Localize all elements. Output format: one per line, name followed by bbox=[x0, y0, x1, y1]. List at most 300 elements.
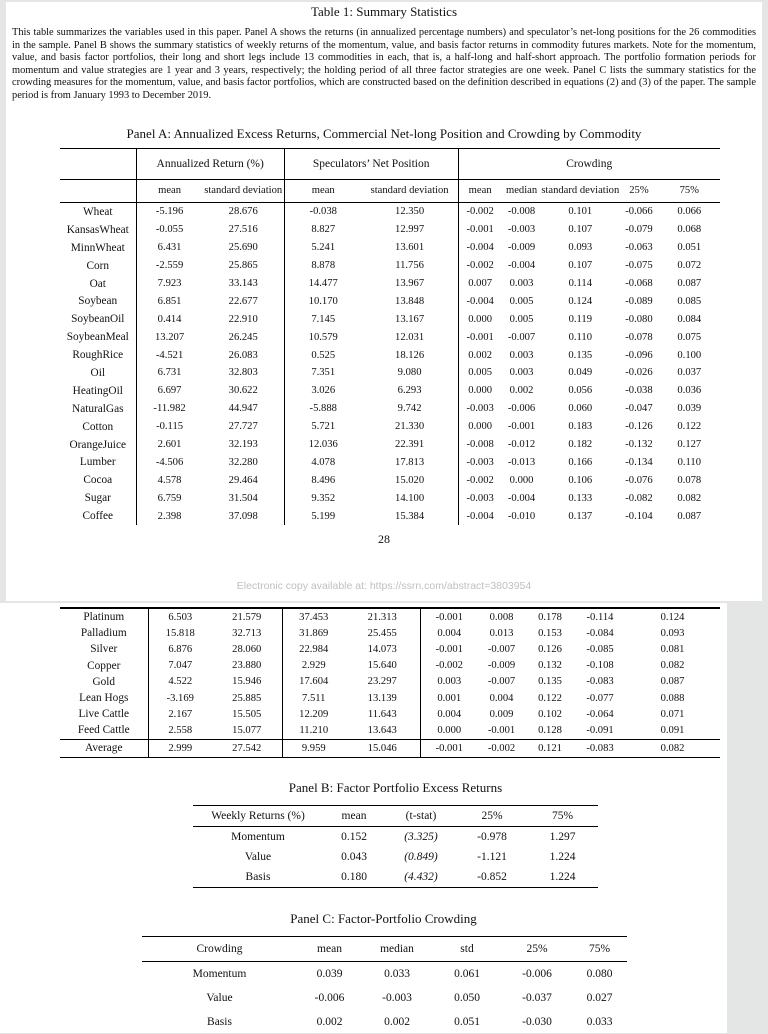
cell: 0.132 bbox=[538, 660, 562, 672]
cell: 14.100 bbox=[395, 492, 425, 504]
panel-a-title: Panel A: Annualized Excess Returns, Commercial Net-long Position and Crowding by Commodity bbox=[126, 126, 642, 141]
cell: 0.000 bbox=[458, 382, 502, 400]
row-label: OrangeJuice bbox=[69, 438, 126, 451]
table-row bbox=[60, 507, 720, 525]
row-label: Value bbox=[244, 851, 272, 863]
cell: 0.182 bbox=[568, 439, 593, 451]
cell: -0.055 bbox=[136, 221, 203, 239]
cell: 0.124 bbox=[568, 295, 593, 307]
cell: -0.012 bbox=[507, 439, 536, 451]
cell: -0.008 bbox=[507, 206, 536, 218]
cell: 7.047 bbox=[148, 658, 212, 674]
cell: 0.071 bbox=[660, 708, 685, 720]
cell: 2.398 bbox=[136, 507, 203, 525]
row-label: SoybeanOil bbox=[71, 313, 125, 326]
cell: 0.039 bbox=[677, 403, 702, 415]
cell: -0.003 bbox=[458, 453, 502, 471]
cell: 12.031 bbox=[395, 331, 425, 343]
cell: -0.115 bbox=[136, 418, 203, 436]
panel-c-title: Panel C: Factor-Portfolio Crowding bbox=[290, 911, 477, 926]
cell: -0.002 bbox=[487, 742, 516, 754]
cell: 30.622 bbox=[228, 385, 258, 397]
cell: 0.081 bbox=[660, 643, 685, 655]
cell: 0.037 bbox=[677, 367, 702, 379]
cell: -0.089 bbox=[625, 295, 653, 307]
cell: 0.180 bbox=[341, 871, 367, 883]
cell: 0.003 bbox=[509, 349, 534, 361]
table-row bbox=[60, 453, 720, 471]
cell: -0.064 bbox=[586, 708, 614, 720]
cell: 13.207 bbox=[136, 328, 203, 346]
table-row bbox=[193, 867, 598, 888]
cell: 0.043 bbox=[341, 851, 367, 863]
cell: 15.046 bbox=[367, 742, 397, 754]
row-label: Palladium bbox=[80, 627, 127, 640]
cell: -0.085 bbox=[586, 643, 614, 655]
cell: -0.009 bbox=[487, 660, 516, 672]
cell: 0.101 bbox=[568, 206, 593, 218]
table-row bbox=[60, 471, 720, 489]
cell: -0.076 bbox=[625, 474, 653, 486]
table-row bbox=[60, 608, 720, 625]
cell: 6.851 bbox=[136, 292, 203, 310]
cell: 0.135 bbox=[568, 349, 593, 361]
cell: 5.241 bbox=[284, 239, 361, 257]
cell: 37.098 bbox=[228, 510, 258, 522]
cell: 23.880 bbox=[232, 660, 262, 672]
cell: 0.110 bbox=[568, 331, 593, 343]
cell: 0.005 bbox=[509, 295, 534, 307]
table-row bbox=[60, 221, 720, 239]
cell: 6.697 bbox=[136, 382, 203, 400]
cell: 0.033 bbox=[586, 1016, 613, 1028]
cell: 17.604 bbox=[282, 674, 345, 690]
cell: 32.803 bbox=[228, 367, 258, 379]
cell: 0.004 bbox=[420, 625, 478, 641]
cell: 37.453 bbox=[282, 608, 345, 625]
table-row bbox=[142, 986, 627, 1010]
cell: 32.193 bbox=[228, 439, 258, 451]
row-label: KansasWheat bbox=[66, 223, 129, 236]
row-label: Basis bbox=[207, 1016, 232, 1028]
row-label: Feed Cattle bbox=[77, 724, 130, 737]
cell: 15.505 bbox=[232, 708, 262, 720]
cell: 0.001 bbox=[420, 690, 478, 706]
row-label: HeatingOil bbox=[72, 384, 123, 397]
table-row bbox=[60, 328, 720, 346]
cell: 11.756 bbox=[395, 260, 424, 272]
cell: 25.865 bbox=[228, 260, 258, 272]
column-header: Crowding bbox=[196, 943, 243, 955]
cell: 0.135 bbox=[538, 676, 562, 688]
cell: 0.087 bbox=[660, 676, 685, 688]
cell: 0.126 bbox=[538, 643, 562, 655]
cell: 22.984 bbox=[282, 641, 345, 657]
cell: 6.876 bbox=[148, 641, 212, 657]
cell: -0.083 bbox=[586, 742, 614, 754]
cell: -0.006 bbox=[507, 403, 536, 415]
cell: 7.145 bbox=[284, 310, 361, 328]
cell: -0.083 bbox=[586, 676, 614, 688]
cell: 0.084 bbox=[677, 313, 702, 325]
cell: -2.559 bbox=[136, 257, 203, 275]
cell: -0.004 bbox=[507, 260, 536, 272]
column-header: standard deviation bbox=[541, 185, 620, 196]
cell: 13.167 bbox=[395, 313, 425, 325]
cell: -0.002 bbox=[458, 471, 502, 489]
cell: -0.134 bbox=[625, 456, 653, 468]
cell: -0.002 bbox=[458, 257, 502, 275]
cell: -0.001 bbox=[487, 724, 516, 736]
cell: 13.848 bbox=[395, 295, 425, 307]
cell: -0.001 bbox=[420, 739, 478, 757]
cell: 12.997 bbox=[395, 224, 425, 236]
cell: 0.153 bbox=[538, 627, 562, 639]
cell: 0.007 bbox=[458, 275, 502, 293]
cell: 27.516 bbox=[228, 224, 258, 236]
cell: 0.008 bbox=[489, 611, 514, 623]
column-header: 25% bbox=[629, 185, 649, 196]
cell: -5.888 bbox=[284, 400, 361, 418]
cell: 21.579 bbox=[232, 611, 262, 623]
cell: 0.133 bbox=[568, 492, 593, 504]
cell: -3.169 bbox=[148, 690, 212, 706]
cell: 4.078 bbox=[284, 453, 361, 471]
cell: 32.713 bbox=[232, 627, 262, 639]
row-label: Soybean bbox=[78, 295, 118, 308]
cell: 0.178 bbox=[538, 611, 562, 623]
cell: 0.122 bbox=[538, 692, 562, 704]
table-row bbox=[60, 674, 720, 690]
cell: 28.060 bbox=[232, 643, 262, 655]
average-row bbox=[60, 739, 720, 757]
cell: 21.330 bbox=[395, 421, 425, 433]
row-label: Live Cattle bbox=[78, 708, 129, 721]
cell: -0.007 bbox=[487, 676, 516, 688]
column-header: 75% bbox=[679, 185, 699, 196]
cell: 12.350 bbox=[395, 206, 425, 218]
cell: -0.003 bbox=[458, 400, 502, 418]
cell: 29.464 bbox=[228, 474, 258, 486]
table-row bbox=[142, 962, 627, 987]
cell: 22.677 bbox=[228, 295, 258, 307]
cell: 0.100 bbox=[677, 349, 702, 361]
cell: 3.026 bbox=[284, 382, 361, 400]
row-label: Value bbox=[206, 992, 233, 1004]
cell: 0.039 bbox=[316, 968, 343, 980]
cell: 0.009 bbox=[489, 708, 514, 720]
cell: 2.929 bbox=[282, 658, 345, 674]
page-2 bbox=[0, 603, 727, 1033]
cell: 0.124 bbox=[660, 611, 685, 623]
cell: 0.049 bbox=[568, 367, 593, 379]
cell: -0.002 bbox=[458, 203, 502, 221]
row-label: Momentum bbox=[231, 831, 285, 843]
cell: -0.066 bbox=[625, 206, 653, 218]
cell: 8.496 bbox=[284, 471, 361, 489]
group-header-annualized-return: Annualized Return (%) bbox=[136, 149, 284, 180]
cell: 31.869 bbox=[282, 625, 345, 641]
cell: 0.088 bbox=[660, 692, 685, 704]
cell: 17.813 bbox=[395, 456, 425, 468]
cell: 14.477 bbox=[284, 275, 361, 293]
cell: 0.000 bbox=[458, 418, 502, 436]
row-label: Wheat bbox=[83, 205, 113, 218]
cell: 2.601 bbox=[136, 436, 203, 454]
cell: -0.001 bbox=[507, 421, 536, 433]
cell: 12.036 bbox=[284, 436, 361, 454]
cell: 1.224 bbox=[549, 871, 576, 883]
cell: 10.170 bbox=[284, 292, 361, 310]
cell: 0.027 bbox=[586, 992, 613, 1004]
cell: 1.297 bbox=[549, 831, 576, 843]
cell: -0.096 bbox=[625, 349, 653, 361]
cell: 0.005 bbox=[509, 313, 534, 325]
cell: 0.078 bbox=[677, 474, 702, 486]
cell: -0.001 bbox=[420, 641, 478, 657]
row-label: Gold bbox=[92, 675, 116, 688]
table-row bbox=[60, 292, 720, 310]
cell: -0.004 bbox=[458, 292, 502, 310]
cell: 15.384 bbox=[395, 510, 425, 522]
cell: -0.063 bbox=[625, 242, 653, 254]
cell: 0.002 bbox=[316, 1016, 343, 1028]
column-header: median bbox=[505, 185, 538, 196]
cell: 10.579 bbox=[284, 328, 361, 346]
table-row bbox=[60, 625, 720, 641]
table-row bbox=[142, 1010, 627, 1034]
cell: 13.139 bbox=[367, 692, 397, 704]
cell: 0.003 bbox=[420, 674, 478, 690]
cell: 0.093 bbox=[660, 627, 685, 639]
cell: 0.137 bbox=[568, 510, 593, 522]
cell: 32.280 bbox=[228, 456, 258, 468]
cell: 25.690 bbox=[228, 242, 258, 254]
column-header: 25% bbox=[526, 943, 548, 955]
cell: 0.119 bbox=[568, 313, 593, 325]
cell: -0.001 bbox=[458, 328, 502, 346]
page-1 bbox=[6, 2, 762, 601]
cell: 8.878 bbox=[284, 257, 361, 275]
row-label: Basis bbox=[245, 871, 271, 883]
cell: -1.121 bbox=[477, 851, 507, 863]
cell: 6.503 bbox=[148, 608, 212, 625]
column-header: mean bbox=[458, 180, 502, 203]
column-header: median bbox=[380, 943, 414, 955]
cell: 0.036 bbox=[677, 385, 702, 397]
row-label: Cocoa bbox=[83, 474, 113, 487]
cell: 0.000 bbox=[509, 474, 534, 486]
cell: -0.003 bbox=[507, 224, 536, 236]
row-label: MinnWheat bbox=[70, 241, 125, 254]
cell: -0.978 bbox=[477, 831, 507, 843]
cell: 7.923 bbox=[136, 275, 203, 293]
cell: -0.004 bbox=[458, 507, 502, 525]
cell: 13.643 bbox=[367, 724, 397, 736]
cell: 0.066 bbox=[677, 206, 702, 218]
cell: 6.759 bbox=[136, 489, 203, 507]
cell: -0.003 bbox=[458, 489, 502, 507]
cell: -0.079 bbox=[625, 224, 653, 236]
row-label: Average bbox=[85, 742, 123, 754]
cell: -0.132 bbox=[625, 439, 653, 451]
column-header: standard deviation bbox=[204, 185, 283, 196]
cell: 0.082 bbox=[660, 742, 685, 754]
cell: 31.504 bbox=[228, 492, 258, 504]
cell: 0.122 bbox=[677, 421, 702, 433]
cell: 15.946 bbox=[232, 676, 262, 688]
cell: 0.004 bbox=[489, 692, 514, 704]
table-row bbox=[60, 641, 720, 657]
cell: 0.002 bbox=[384, 1016, 410, 1028]
cell: 0.002 bbox=[509, 385, 534, 397]
cell: -0.001 bbox=[420, 608, 478, 625]
table-row bbox=[60, 690, 720, 706]
table-row bbox=[60, 418, 720, 436]
cell: 0.051 bbox=[677, 242, 702, 254]
table-row bbox=[60, 310, 720, 328]
cell: 28.676 bbox=[228, 206, 258, 218]
cell: 13.601 bbox=[395, 242, 425, 254]
cell: 15.077 bbox=[232, 724, 262, 736]
cell: 9.742 bbox=[397, 403, 422, 415]
table-row bbox=[60, 400, 720, 418]
cell: (0.849) bbox=[404, 851, 438, 863]
cell: (4.432) bbox=[404, 871, 438, 883]
table-row bbox=[60, 257, 720, 275]
cell: 0.000 bbox=[420, 722, 478, 739]
cell: 6.293 bbox=[397, 385, 422, 397]
cell: 27.542 bbox=[232, 742, 262, 754]
cell: 0.107 bbox=[568, 224, 593, 236]
cell: 33.143 bbox=[228, 278, 258, 289]
row-label: Sugar bbox=[84, 492, 111, 505]
cell: 4.522 bbox=[148, 674, 212, 690]
cell: 0.152 bbox=[341, 831, 367, 843]
table-row bbox=[60, 722, 720, 739]
table-row bbox=[60, 436, 720, 454]
cell: -0.007 bbox=[487, 643, 516, 655]
row-label: Copper bbox=[87, 659, 121, 672]
cell: 0.107 bbox=[568, 260, 593, 272]
cell: 26.245 bbox=[228, 331, 258, 343]
cell: 22.910 bbox=[228, 313, 258, 325]
table-title: Table 1: Summary Statistics bbox=[310, 4, 458, 19]
cell: -0.114 bbox=[586, 611, 614, 623]
cell: -0.068 bbox=[625, 278, 653, 289]
cell: -5.196 bbox=[136, 203, 203, 221]
row-label: Platinum bbox=[83, 611, 125, 624]
watermark: Electronic copy available at: https://ssrn.com/abstract=3803954 bbox=[236, 580, 532, 592]
cell: 26.083 bbox=[228, 349, 258, 361]
cell: -4.521 bbox=[136, 346, 203, 364]
row-label: RoughRice bbox=[72, 349, 124, 362]
cell: 14.073 bbox=[367, 643, 397, 655]
cell: 0.005 bbox=[458, 364, 502, 382]
cell: -0.038 bbox=[625, 385, 653, 397]
row-label: Corn bbox=[86, 259, 110, 272]
cell: 5.199 bbox=[284, 507, 361, 525]
cell: 0.114 bbox=[568, 278, 593, 289]
cell: 0.002 bbox=[458, 346, 502, 364]
column-header: standard deviation bbox=[370, 185, 449, 196]
cell: -0.001 bbox=[458, 221, 502, 239]
cell: 0.183 bbox=[568, 421, 593, 433]
table-row bbox=[60, 706, 720, 722]
cell: -0.007 bbox=[507, 331, 536, 343]
cell: 0.003 bbox=[509, 367, 534, 379]
cell: 0.004 bbox=[420, 706, 478, 722]
table-row bbox=[60, 275, 720, 293]
panel-c-table bbox=[142, 936, 627, 1034]
panel-a-table-continued bbox=[60, 607, 720, 758]
cell: 0.087 bbox=[677, 278, 702, 289]
cell: -0.852 bbox=[477, 871, 507, 883]
cell: 0.128 bbox=[538, 724, 562, 736]
cell: -0.091 bbox=[586, 724, 614, 736]
cell: -0.009 bbox=[507, 242, 536, 254]
table-row bbox=[193, 827, 598, 848]
cell: 11.643 bbox=[367, 708, 397, 720]
cell: -0.080 bbox=[625, 313, 653, 325]
row-label: Oat bbox=[89, 277, 106, 290]
cell: -0.038 bbox=[284, 203, 361, 221]
cell: 0.121 bbox=[538, 742, 562, 754]
row-label: Coffee bbox=[82, 510, 114, 523]
cell: -0.082 bbox=[625, 492, 653, 504]
cell: 6.431 bbox=[136, 239, 203, 257]
table-row bbox=[60, 489, 720, 507]
cell: 2.167 bbox=[148, 706, 212, 722]
cell: 0.013 bbox=[489, 627, 514, 639]
row-label: Oil bbox=[90, 366, 105, 379]
cell: -0.078 bbox=[625, 331, 653, 343]
cell: 4.578 bbox=[136, 471, 203, 489]
column-header: mean bbox=[136, 180, 203, 203]
cell: 5.721 bbox=[284, 418, 361, 436]
cell: 9.080 bbox=[397, 367, 422, 379]
cell: -0.075 bbox=[625, 260, 653, 272]
cell: -0.126 bbox=[625, 421, 653, 433]
table-row bbox=[60, 364, 720, 382]
cell: -11.982 bbox=[136, 400, 203, 418]
cell: 15.020 bbox=[395, 474, 425, 486]
row-label: Lean Hogs bbox=[79, 692, 129, 705]
row-label: Cotton bbox=[82, 420, 114, 433]
table-row bbox=[193, 847, 598, 867]
cell: 0.080 bbox=[586, 968, 613, 980]
column-header: mean bbox=[284, 180, 361, 203]
cell: -4.506 bbox=[136, 453, 203, 471]
panel-a-table bbox=[60, 148, 720, 525]
cell: -0.037 bbox=[522, 992, 552, 1004]
column-header: 75% bbox=[588, 943, 611, 955]
cell: 0.072 bbox=[677, 260, 702, 272]
column-header: Weekly Returns (%) bbox=[211, 810, 305, 822]
cell: 0.082 bbox=[677, 492, 702, 504]
cell: -0.006 bbox=[522, 968, 552, 980]
cell: 0.051 bbox=[454, 1016, 480, 1028]
cell: -0.004 bbox=[458, 239, 502, 257]
panel-b-title: Panel B: Factor Portfolio Excess Returns bbox=[288, 780, 503, 795]
cell: 0.082 bbox=[660, 660, 685, 672]
cell: 27.727 bbox=[228, 421, 258, 433]
cell: 0.068 bbox=[677, 224, 702, 236]
cell: 0.003 bbox=[509, 278, 534, 289]
cell: 0.033 bbox=[384, 968, 410, 980]
cell: 2.558 bbox=[148, 722, 212, 739]
table-row bbox=[60, 203, 720, 221]
